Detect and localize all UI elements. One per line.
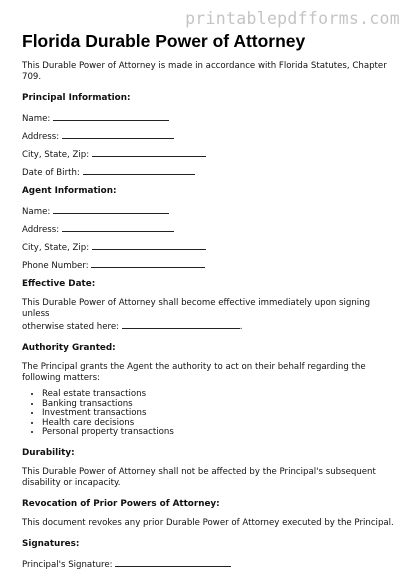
principal-city-field[interactable] [22,148,396,159]
blank-line [91,259,205,268]
agent-address-field[interactable] [22,223,396,234]
blank-line [62,130,174,139]
blank-line [53,112,169,121]
document-title: Florida Durable Power of Attorney [22,31,306,51]
field-label: City, State, Zip: [22,243,90,253]
list-item: • Personal property transactions [42,428,396,438]
blank-line [92,148,206,157]
field-label: Principal's Signature: [22,559,113,570]
watermark: printablepdfforms.com [185,9,400,28]
list-item: • Real estate transactions [42,390,396,400]
blank-line [122,320,240,329]
revocation-text: This document revokes any prior Durable Power of Attorney executed by the Principal. [22,517,394,528]
effective-text-prefix: otherwise stated here: [22,322,120,332]
authority-heading: Authority Granted: [22,343,116,353]
signatures-heading: Signatures: [22,538,80,549]
durability-text: This Durable Power of Attorney shall not be affected by the Principal's subsequent disability or incapacity. [22,466,376,488]
field-label: Date of Birth: [22,168,80,178]
field-label: Address: [22,225,60,235]
authority-list [22,390,396,438]
blank-line [53,205,169,214]
blank-line [115,558,231,567]
agent-phone-field[interactable] [22,259,396,270]
effective-text-suffix: . [239,322,243,332]
document-page [22,31,396,576]
durability-heading: Durability: [22,447,75,458]
effective-text-line1: This Durable Power of Attorney shall become effective immediately upon signing unless [22,298,371,319]
intro-text: This Durable Power of Attorney is made in accordance with Florida Statutes, Chapter 709. [22,61,387,82]
blank-line [62,223,174,232]
field-label: Name: [22,207,51,217]
list-item: • Investment transactions [42,409,396,419]
field-label: Address: [22,132,60,142]
list-item: • Banking transactions [42,400,396,410]
effective-date-field[interactable] [22,320,396,333]
field-label: Name: [22,114,51,124]
principal-name-field[interactable] [22,112,396,123]
revocation-heading: Revocation of Prior Powers of Attorney: [22,498,220,509]
list-item: • Health care decisions [42,419,396,429]
agent-name-field[interactable] [22,205,396,216]
blank-line [83,166,195,175]
agent-city-field[interactable] [22,241,396,252]
effective-heading: Effective Date: [22,279,96,289]
principal-dob-field[interactable] [22,166,396,177]
agent-heading: Agent Information: [22,186,117,196]
field-label: City, State, Zip: [22,150,90,160]
blank-line [92,241,206,250]
authority-text: The Principal grants the Agent the authority to act on their behalf regarding the following matters: [22,362,366,383]
field-label: Phone Number: [22,261,89,271]
principal-address-field[interactable] [22,130,396,141]
principal-signature-field[interactable] [22,558,396,569]
principal-heading: Principal Information: [22,93,131,103]
